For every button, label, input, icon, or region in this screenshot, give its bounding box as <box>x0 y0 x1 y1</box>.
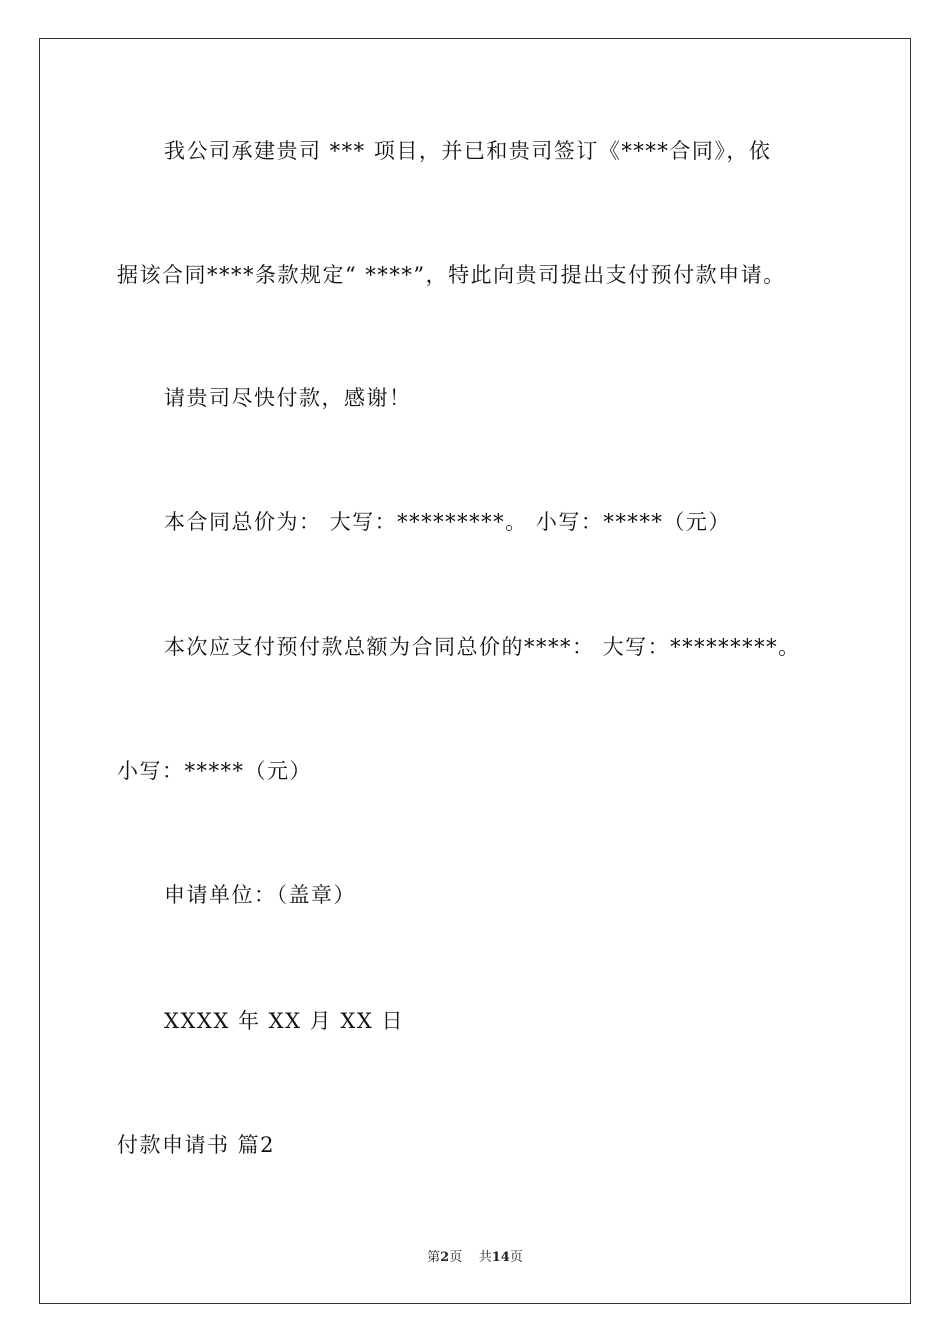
page-footer <box>0 1246 950 1265</box>
footer-total-suffix: 页 <box>509 1250 523 1265</box>
footer-prefix: 第 <box>427 1250 441 1265</box>
paragraph-line-1: 我公司承建贵司 *** 项目，并已和贵司签订《****合同》，依 <box>164 139 772 163</box>
paragraph-line-3: 请贵司尽快付款，感谢！ <box>164 386 412 410</box>
page-border <box>39 38 911 1304</box>
section-heading: 付款申请书 篇2 <box>117 1133 276 1157</box>
paragraph-line-2: 据该合同****条款规定“ ****”，特此向贵司提出支付预付款申请。 <box>117 263 786 287</box>
paragraph-line-4: 本合同总价为： 大写：*********。 小写：*****（元） <box>164 510 731 534</box>
paragraph-line-8: XXXX 年 XX 月 XX 日 <box>164 1009 404 1033</box>
paragraph-line-5: 本次应支付预付款总额为合同总价的****： 大写：*********。 <box>164 635 801 659</box>
paragraph-line-6: 小写：*****（元） <box>117 759 312 783</box>
footer-total-prefix: 共 <box>478 1250 492 1265</box>
paragraph-line-7: 申请单位：（盖章） <box>164 883 356 907</box>
footer-page-number: 2 <box>440 1250 450 1265</box>
footer-total-pages: 14 <box>491 1250 510 1265</box>
footer-page-suffix: 页 <box>449 1250 463 1265</box>
